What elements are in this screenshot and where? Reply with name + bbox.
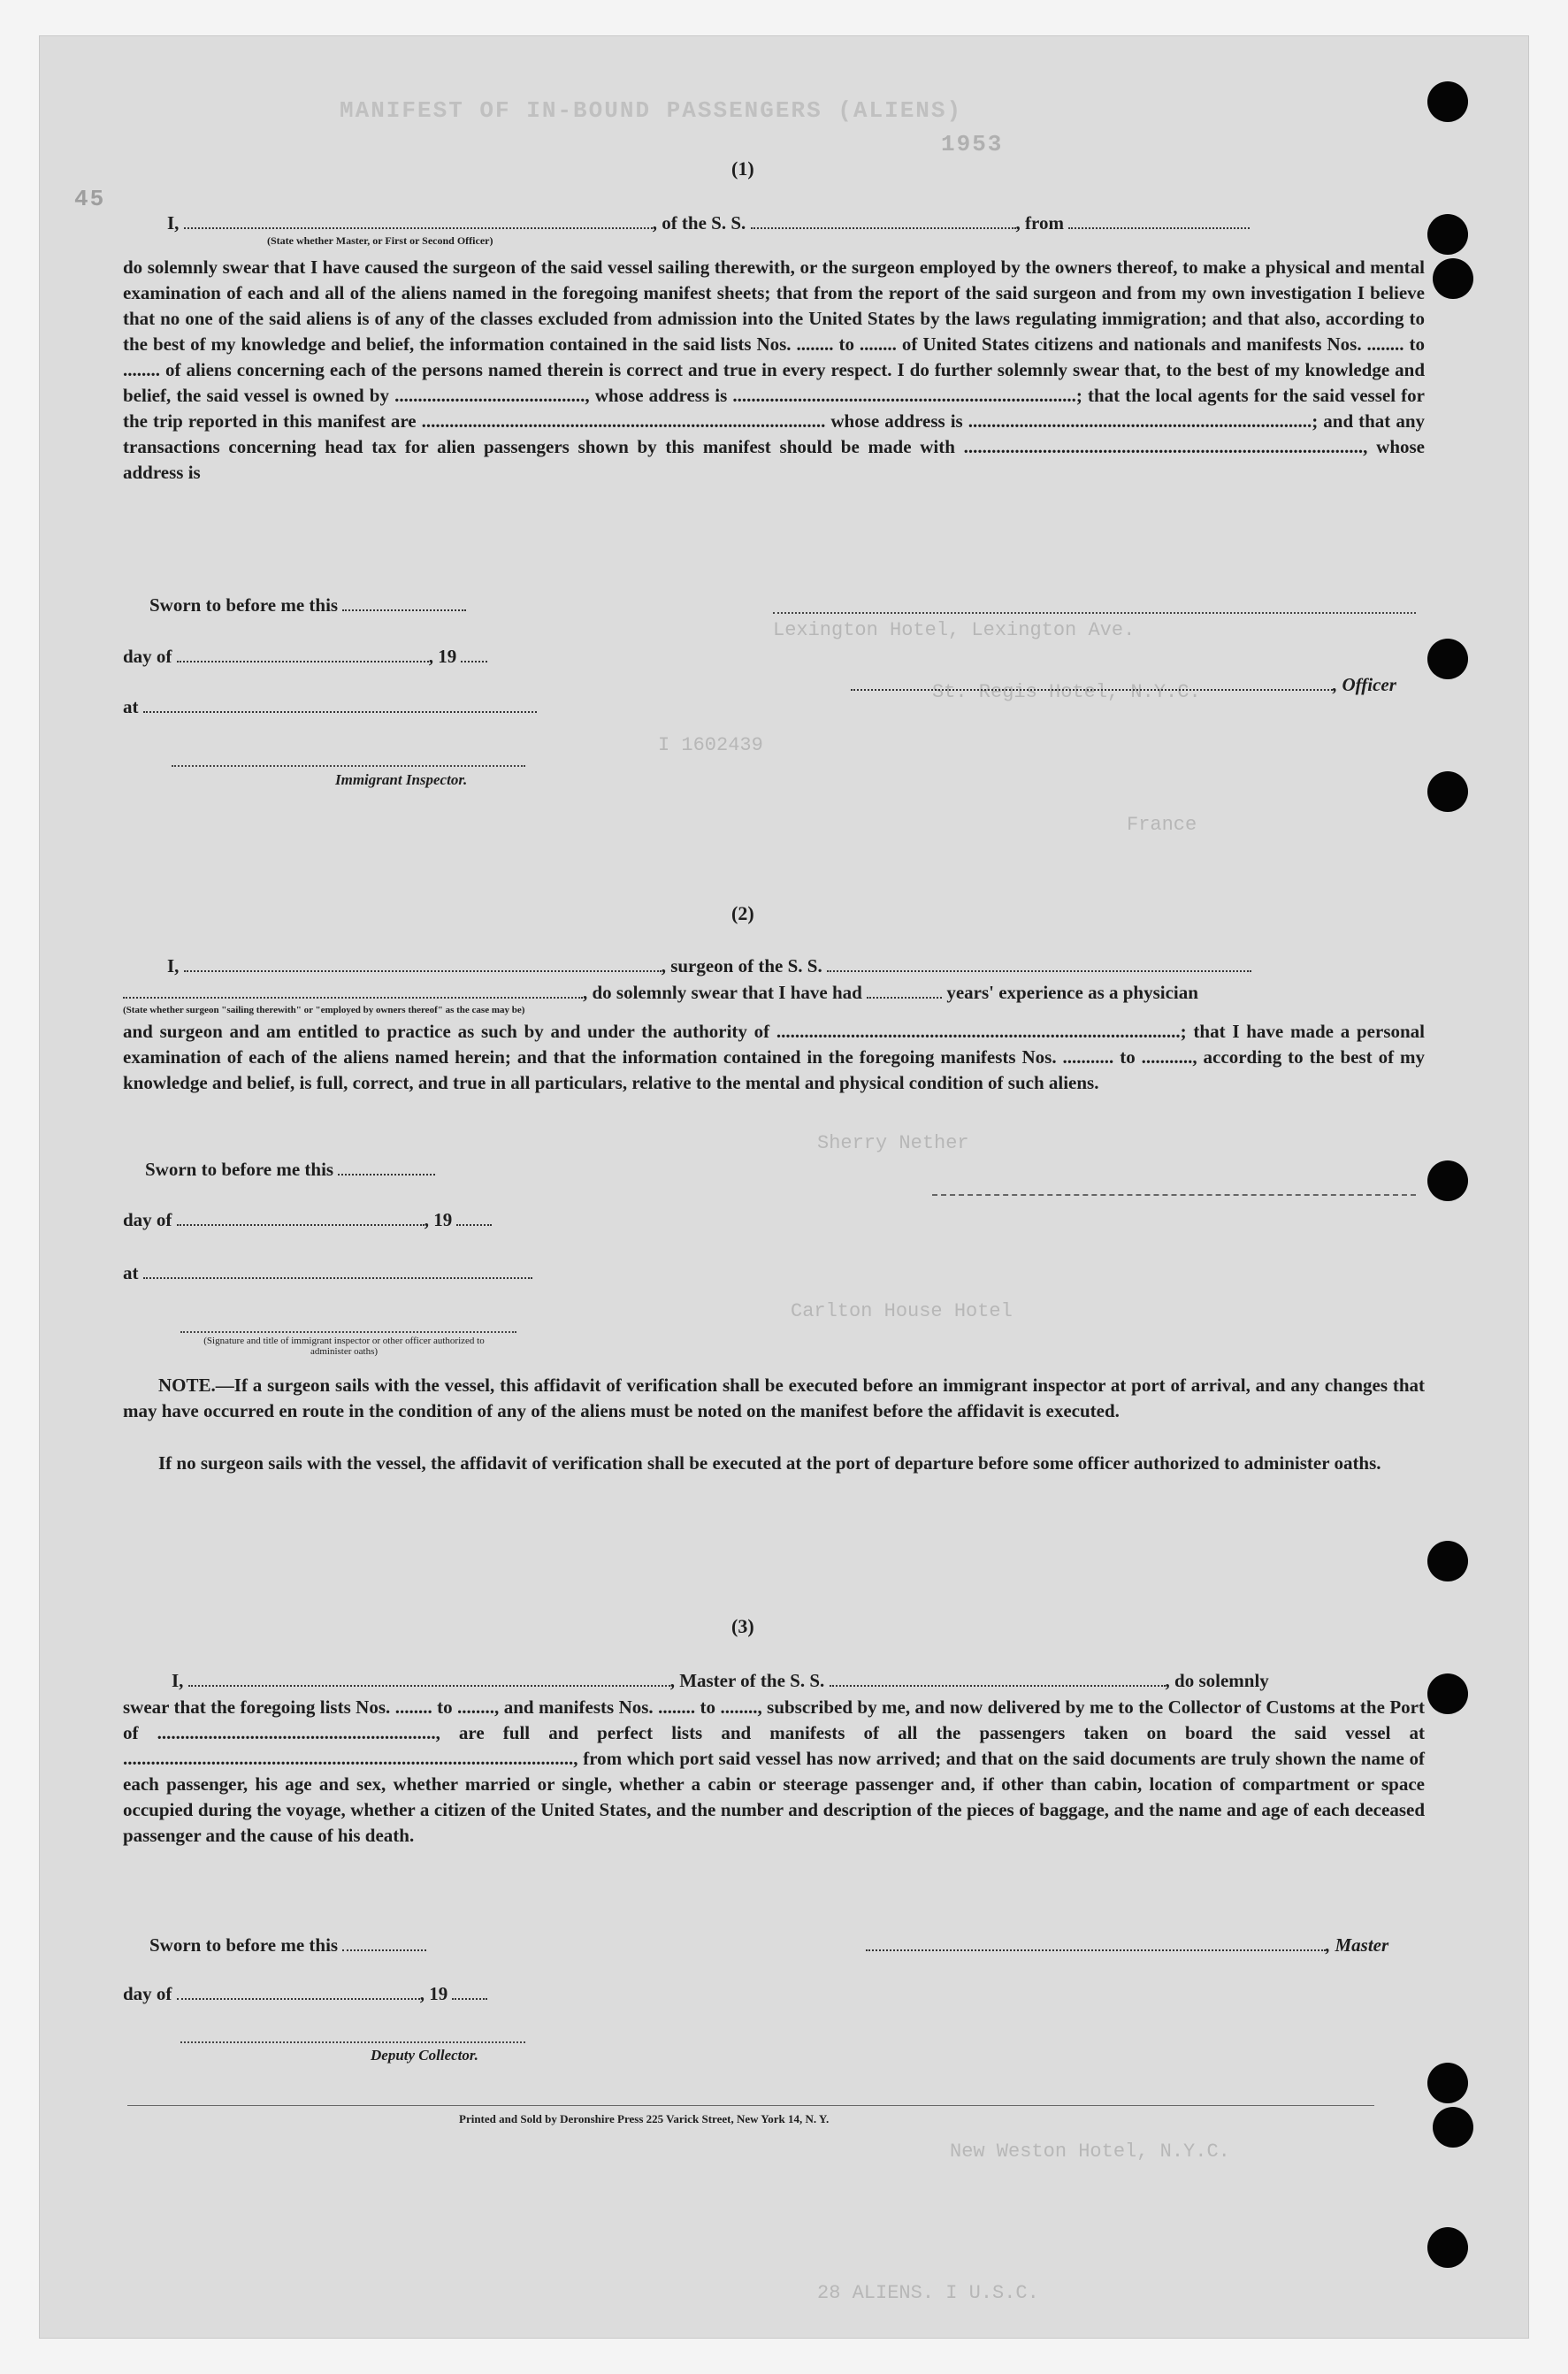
side-mark: 45 [74,186,106,212]
blank-line [867,981,942,999]
punch-hole [1427,1541,1468,1581]
blank-line [830,1669,1166,1687]
bleed-text: New Weston Hotel, N.Y.C. [950,2140,1230,2163]
text: day of [123,1983,172,2004]
punch-hole [1427,81,1468,122]
punch-hole [1427,639,1468,679]
affidavit-1-at [123,694,537,719]
collector-signature-line [180,2041,525,2043]
punch-hole [1427,1673,1468,1714]
affidavit-2-sworn [145,1157,435,1182]
blank-line [342,594,466,611]
blank-line [143,1261,532,1279]
affidavit-3-line1 [172,1668,1269,1693]
note-text: —If a surgeon sails with the vessel, this affidavit of verification shall be executed before an immigrant inspector at port of arrival, and any changes that may have occurred en route in the condition of any of the aliens must be noted on the manifest before the affidavit is executed. [123,1375,1425,1421]
text: years' experience as a physician [946,982,1198,1003]
note-paragraph [123,1373,1425,1424]
text: , Master of the S. S. [669,1670,825,1691]
faint-header-title: MANIFEST OF IN-BOUND PASSENGERS (ALIENS) [340,97,963,124]
blank-line [338,1158,435,1176]
affidavit-1-right-rule [773,612,1416,614]
text: at [123,1262,139,1283]
deputy-collector-label: Deputy Collector. [371,2047,478,2064]
blank-line [177,1982,420,2000]
blank-line [461,645,487,662]
affidavit-3-sworn [149,1933,426,1957]
inspector-signature-line [172,765,525,767]
signature-caption: (Signature and title of immigrant inspector or other officer authorized to administer oaths) [203,1336,485,1357]
affidavit-1-sworn [149,593,466,617]
text: at [123,696,139,717]
affidavit-1-number: (1) [731,157,754,180]
text: , Master [1326,1934,1389,1956]
blank-line [827,954,1251,972]
text: , from [1015,212,1064,234]
affidavit-2-number: (2) [731,902,754,924]
blank-line [851,673,1333,691]
punch-hole [1427,214,1468,255]
text: I, [172,1670,184,1691]
bleed-text: France [1127,814,1197,836]
affidavit-2-right-rule [932,1194,1416,1196]
page-number: 1953 [941,131,1004,157]
punch-hole [1433,2107,1473,2148]
blank-line [456,1208,492,1226]
note-label: NOTE. [158,1375,216,1396]
text: I, [167,955,180,976]
affidavit-2-at [123,1260,532,1285]
punch-hole [1427,2063,1468,2103]
affidavit-3-number: (3) [731,1615,754,1637]
affidavit-1-body: do solemnly swear that I have caused the surgeon of the said vessel sailing therewith, or the surgeon employed by the owners thereof, to make a physical and mental examination of each and all of the aliens named in the foregoing manifest sheets; that from the report of the said surgeon and from my own investigation I believe that no one of the said aliens is of any of the classes excluded from admission into the United States by the laws regulating immigration; and that also, according to the best of my knowledge and belief, the information contained in the said lists Nos. ........ to ........ of United States citizens and nationals and manifests Nos. ........ to ........ of aliens concerning each of the persons named therein is correct and true in every respect. I do further solemnly swear that, to the best of my knowledge and belief, the said vessel is owned by ........................................., whose address is ..........................................................................; that the local agents for the said vessel for the trip reported in this manifest are ....................................................................................... whose address is ..........................................................................; and that any transactions concerning head tax for alien passengers shown by this manifest should be made with ......................................................................................, whose address is [123,257,1425,483]
affidavit-1-day [123,644,487,669]
text: Sworn to before me this [149,594,339,616]
text: , of the S. S. [652,212,746,234]
affidavit-1-line1 [167,211,1250,235]
affidavit-1-officer-line [851,672,1396,697]
bleed-text: 28 ALIENS. I U.S.C. [817,2282,1039,2304]
bleed-text: Lexington Hotel, Lexington Ave. [773,619,1136,641]
text: day of [123,646,172,667]
affidavit-3-body: swear that the foregoing lists Nos. ........ to ........, and manifests Nos. ........ to ........, subscribed by me, and now delivered by me to the Collector of Customs at the Port of ............................................................, are full and perfect lists and manifests of all the passengers taken on board the said vessel at ................................................................................................., from which port said vessel has now arrived; and that on the said documents are truly shown the name of each passenger, his age and sex, whether married or single, whether a cabin or steerage passenger and, if other than cabin, location of compartment or space occupied during the voyage, whether a citizen of the United States, and the number and description of the pieces of baggage, and the name and age of each deceased passenger and the cause of his death. [123,1696,1425,1846]
immigrant-inspector-label: Immigrant Inspector. [335,771,468,788]
blank-line [342,1934,426,1951]
blank-line [1068,211,1250,229]
text: , surgeon of the S. S. [661,955,822,976]
affidavit-3-master-line [866,1933,1388,1957]
blank-line [143,695,537,713]
text: , 19 [428,646,457,667]
text: , do solemnly [1165,1670,1269,1691]
note-paragraph-2 [123,1451,1425,1476]
affidavit-2-line2 [123,980,1198,1005]
bleed-text: Carlton House Hotel [791,1300,1013,1322]
footer-rule [127,2105,1374,2106]
blank-line [123,981,583,999]
punch-hole [1427,1160,1468,1201]
bleed-text: Sherry Nether [817,1132,969,1154]
text: I, [167,212,180,234]
bleed-text: I 1602439 [658,734,763,756]
note-text-2: If no surgeon sails with the vessel, the affidavit of verification shall be executed at the port of departure before some officer authorized to administer oaths. [158,1452,1381,1474]
text: , do solemnly swear that I have had [583,982,862,1003]
punch-hole [1433,258,1473,299]
printer-imprint: Printed and Sold by Deronshire Press 225 Varick Street, New York 14, N. Y. [459,2112,830,2125]
blank-line [184,211,653,229]
text: , 19 [419,1983,448,2004]
affidavit-2-body: and surgeon and am entitled to practice as such by and under the authority of .......................................................................................; that I have made a personal examination of each of the aliens named herein; and that the information contained in the foregoing manifests Nos. ........... to ..........., according to the best of my knowledge and belief, is full, correct, and true in all particulars, relative to the mental and physical condition of such aliens. [123,1021,1425,1093]
signature-line [180,1331,516,1333]
text: day of [123,1209,172,1230]
affidavit-3-day [123,1981,487,2006]
text: Sworn to before me this [145,1159,334,1180]
text: Sworn to before me this [149,1934,339,1956]
blank-line [177,1208,425,1226]
blank-line [751,211,1016,229]
affidavit-2-line1 [167,953,1251,978]
manifest-page [39,35,1529,2339]
text: , Officer [1333,674,1396,695]
blank-line [452,1982,487,2000]
blank-line [866,1934,1326,1951]
bleed-text: St. Regis Hotel, N.Y.C. [932,681,1201,703]
punch-hole [1427,2227,1468,2268]
affidavit-2-day [123,1207,492,1232]
blank-line [184,954,662,972]
text: , 19 [424,1209,453,1230]
blank-line [177,645,429,662]
blank-line [188,1669,670,1687]
punch-hole [1427,771,1468,812]
affidavit-1-caption: (State whether Master, or First or Second Officer) [267,234,493,247]
affidavit-2-caption: (State whether surgeon "sailing therewith" or "employed by owners thereof" as the case may be) [123,1005,525,1015]
